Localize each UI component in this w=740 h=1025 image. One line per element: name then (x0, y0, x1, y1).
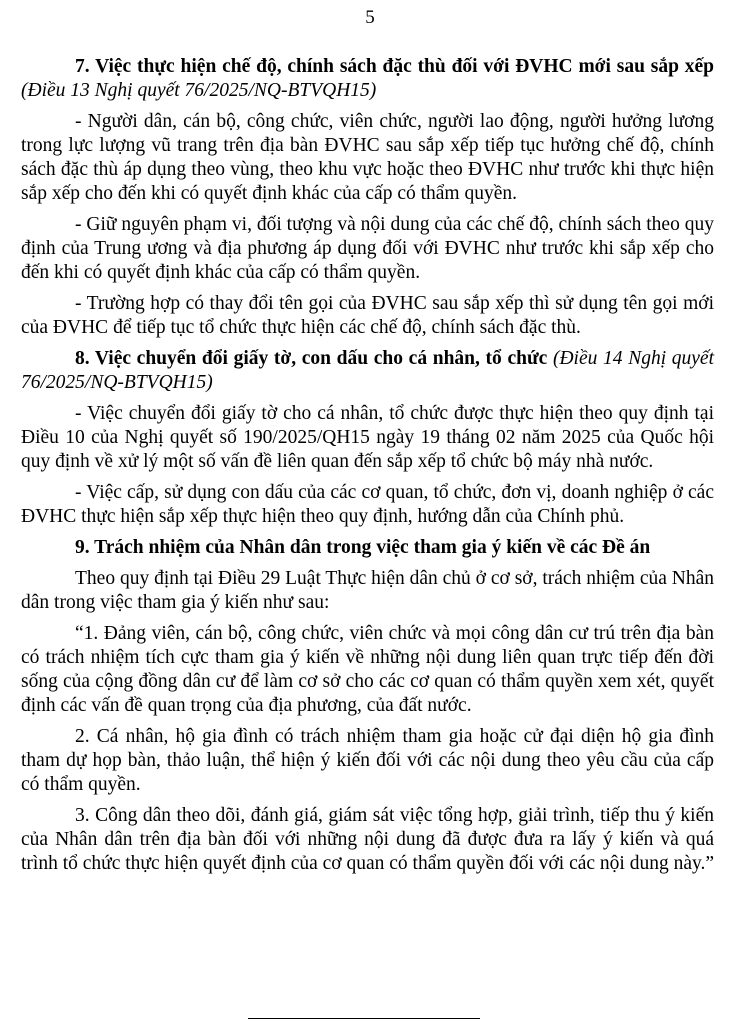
document-body (21, 55, 714, 883)
page-number: 5 (365, 7, 375, 28)
section-9-quote-item-3: 3. Công dân theo dõi, đánh giá, giám sát việc tổng hợp, giải trình, tiếp thu ý kiến của Nhân dân trên địa bàn đối với những nội dung đã được đưa ra lấy ý kiến và quá trình tổ chức thực hiện quyết định của cơ quan có thẩm quyền đối với các nội dung này.” (21, 805, 715, 874)
section-8-reference: (Điều 14 Nghị quyết 76/2025/NQ-BTVQH15) (21, 348, 715, 393)
section-7-paragraph-1: - Người dân, cán bộ, công chức, viên chức, người lao động, người hưởng lương trong lực lượng vũ trang trên địa bàn ĐVHC sau sắp xếp tiếp tục hưởng chế độ, chính sách đặc thù áp dụng theo vùng, theo khu vực hoặc theo ĐVHC như trước khi thực hiện sắp xếp cho đến khi có quyết định khác của cấp có thẩm quyền. (21, 111, 714, 204)
section-8-paragraph-2: - Việc cấp, sử dụng con dấu của các cơ quan, tổ chức, đơn vị, doanh nghiệp ở các ĐVHC thực hiện sắp xếp thực hiện theo quy định, hướng dẫn của Chính phủ. (21, 482, 714, 527)
section-7-reference: (Điều 13 Nghị quyết 76/2025/NQ-BTVQH15) (21, 80, 377, 101)
section-8-paragraph-1: - Việc chuyển đổi giấy tờ cho cá nhân, tổ chức được thực hiện theo quy định tại Điều 10 của Nghị quyết số 190/2025/QH15 ngày 19 tháng 02 năm 2025 của Quốc hội quy định về xử lý một số vấn đề liên quan đến sắp xếp tổ chức bộ máy nhà nước. (21, 403, 714, 472)
section-7-paragraph-3: - Trường hợp có thay đổi tên gọi của ĐVHC sau sắp xếp thì sử dụng tên gọi mới của ĐVHC để tiếp tục tổ chức thực hiện các chế độ, chính sách đặc thù. (21, 293, 714, 338)
section-7-heading-text: 7. Việc thực hiện chế độ, chính sách đặc thù đối với ĐVHC mới sau sắp xếp (75, 56, 714, 77)
footer-divider (248, 1018, 480, 1019)
section-7-paragraph-2: - Giữ nguyên phạm vi, đối tượng và nội dung của các chế độ, chính sách theo quy định của Trung ương và địa phương áp dụng đối với ĐVHC như trước khi sắp xếp cho đến khi có quyết định khác của cấp có thẩm quyền. (21, 214, 714, 283)
section-9-quote-item-2: 2. Cá nhân, hộ gia đình có trách nhiệm tham gia hoặc cử đại diện hộ gia đình tham dự họp bàn, thảo luận, thể hiện ý kiến đối với các nội dung theo yêu cầu của cấp có thẩm quyền. (21, 726, 714, 795)
section-9-heading: 9. Trách nhiệm của Nhân dân trong việc tham gia ý kiến về các Đề án (75, 537, 651, 558)
section-7-heading (21, 55, 714, 103)
section-9-paragraph-1: Theo quy định tại Điều 29 Luật Thực hiện dân chủ ở cơ sở, trách nhiệm của Nhân dân trong việc tham gia ý kiến như sau: (21, 568, 714, 613)
section-8-heading (21, 347, 714, 395)
section-9-quote-item-1: “1. Đảng viên, cán bộ, công chức, viên chức và mọi công dân cư trú trên địa bàn có trách nhiệm tích cực tham gia ý kiến về những nội dung liên quan trực tiếp đến đời sống của cộng đồng dân cư để làm cơ sở cho các cơ quan có thẩm quyền xem xét, quyết định các vấn đề quan trọng của địa phương, của đất nước. (21, 623, 714, 716)
section-8-heading-text: 8. Việc chuyển đổi giấy tờ, con dấu cho cá nhân, tổ chức (75, 348, 548, 369)
